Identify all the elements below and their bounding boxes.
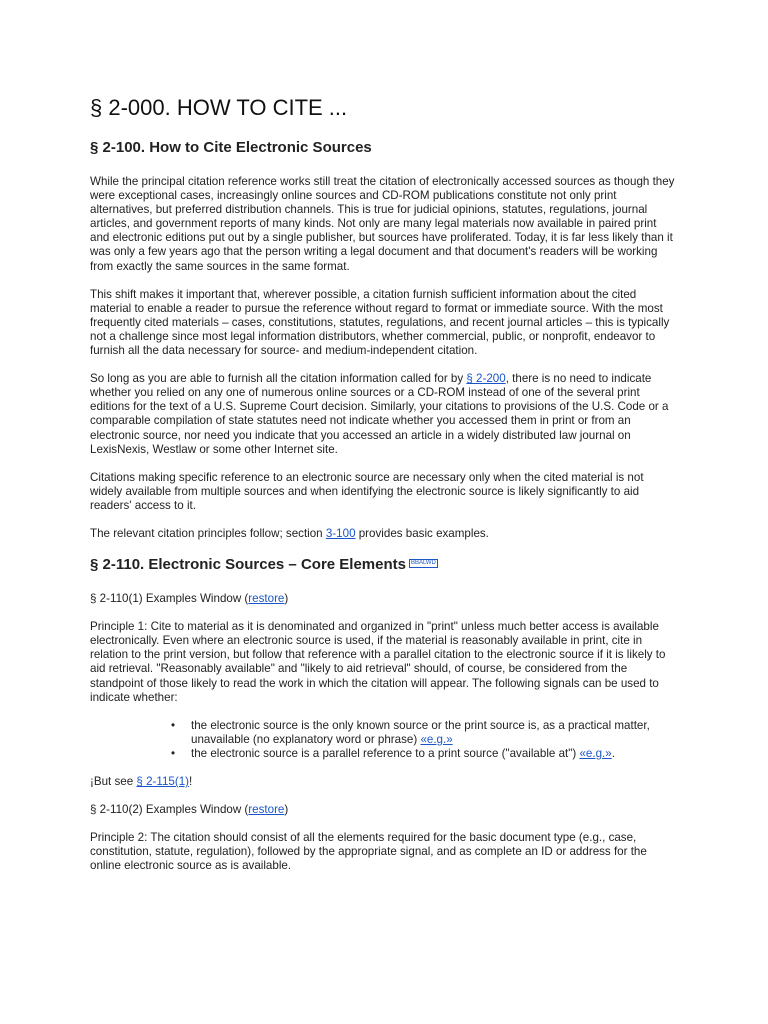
section-heading-2-110 [90,555,678,575]
but-see-text: ¡But see [90,775,137,788]
section-heading-2-100: § 2-100. How to Cite Electronic Sources [90,139,372,156]
example-link-2[interactable]: «e.g.» [579,746,612,760]
examples-window-2 [90,803,678,817]
examples-window-1-label: § 2-110(1) Examples Window ( [90,592,249,606]
list-item-text: the electronic source is a parallel reference to a print source ("available at") [191,746,580,760]
paragraph-3-text-a: So long as you are able to furnish all the citation information called for by [90,372,467,386]
section-heading-2-110-text: § 2-110. Electronic Sources – Core Elements [90,556,406,574]
signal-list [90,719,678,761]
paragraph-5 [90,527,678,541]
examples-window-1-close: ) [284,592,289,606]
but-see-note [90,775,678,789]
page-title: § 2-000. HOW TO CITE ... [90,95,348,120]
principle-2: Principle 2: The citation should consist of all the elements required for the basic document type (e.g., case, constitution, statute, regulation), followed by the appropriate signal, and as complete an ID or address for the online electronic source as is available. [90,831,647,873]
paragraph-5-text-b: provides basic examples. [355,526,489,540]
example-link-1[interactable]: «e.g.» [420,732,453,746]
restore-link-1[interactable]: restore [248,592,285,606]
list-item [171,746,678,761]
paragraph-1: While the principal citation reference works still treat the citation of electronically accessed sources as though they were exceptional cases, increasingly online sources and CD-ROM publications constitute not only print alternatives, but preferred distribution channels. This is true for judicial opinions, statutes, regulations, journal articles, and government reports of many kinds. Not only are many legal materials now available in paired print and electronic editions put out by a single publisher, but sources have proliferated. Today, it is far less likely than it was only a few years ago that the person writing a legal document and that document's readers will be working from exactly the same sources in the same format. [90,175,675,273]
list-item-text: the electronic source is the only known source or the print source is, as a practical matter, unavailable (no explanatory word or phrase) [191,718,650,746]
bb-alwd-badge-icon[interactable]: BBALWD [410,560,436,567]
list-item [171,718,678,747]
link-section-3-100[interactable]: 3-100 [325,526,356,540]
but-see-end: ! [189,775,193,788]
principle-1: Principle 1: Cite to material as it is denominated and organized in "print" unless much better access is available electronically. Even where an electronic source is used, if the material is reasonably available in print, cite in relation to the print version, but follow that reference with a parallel citation to the electronic source if it is likely to aid retrieval. "Reasonably available" and "likely to aid retrieval" should, of course, be considered from the standpoint of those likely to read the work in which the citation will appear. The following signals can be used to indicate whether: [90,620,666,704]
paragraph-3 [90,372,678,457]
list-item-after: . [611,746,615,760]
bullet-icon: • [171,746,176,760]
restore-link-2[interactable]: restore [248,803,285,817]
paragraph-4: Citations making specific reference to an electronic source are necessary only when the cited material is not widely available from multiple sources and when identifying the electronic source is likely significantly to aid readers' access to it. [90,470,644,512]
link-section-2-200[interactable]: § 2-200 [466,372,506,386]
examples-window-2-close: ) [284,803,289,817]
link-section-2-115-1[interactable]: § 2-115(1) [136,775,190,788]
examples-window-2-label: § 2-110(2) Examples Window ( [90,803,249,817]
examples-window-1 [90,592,678,606]
paragraph-2: This shift makes it important that, wherever possible, a citation furnish sufficient information about the cited material to enable a reader to pursue the reference without regard to format or immediate source. With the most frequently cited materials – cases, constitutions, statutes, regulations, and recent journal articles – this is typically not a challenge since most legal information distributors, whether commercial, public, or nonprofit, endeavor to furnish all the data necessary for source- and medium-independent citation. [90,287,670,358]
paragraph-3-text-b: , there is no need to indicate whether you relied on any one of numerous online sources or a CD-ROM instead of one of the several print editions for the text of a U.S. Supreme Court decision. Similarly, your citations to provisions of the U.S. Code or a comparable compilation of state statutes need not indicate whether you accessed them in print or from an electronic source, nor need you indicate that you accessed an article in a widely distributed law journal on LexisNexis, Westlaw or some other Internet site. [90,372,669,456]
bullet-icon: • [171,718,176,732]
paragraph-5-text-a: The relevant citation principles follow; section [90,526,326,540]
